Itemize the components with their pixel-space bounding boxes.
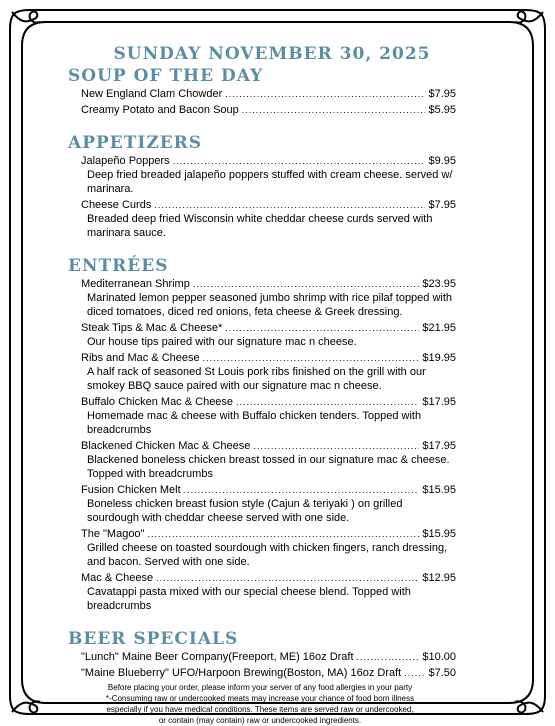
dot-leader (357, 650, 420, 664)
item-description: Marinated lemon pepper seasoned jumbo shrimp with rice pilaf topped with diced tomatoes, diced red onions, feta cheese & Greek dressing. (87, 292, 453, 318)
section-title: BEER SPECIALS (68, 629, 239, 649)
menu-item-row (81, 321, 456, 335)
item-name: Jalapeño Poppers (81, 155, 170, 167)
item-name: Fusion Chicken Melt (81, 484, 181, 496)
item-description: Boneless chicken breast fusion style (Cajun & teriyaki ) on grilled sourdough with cheddar cheese served with one side. (87, 498, 403, 524)
section-spacer (68, 242, 456, 256)
item-price: $17.95 (422, 440, 456, 452)
dot-leader (225, 87, 425, 101)
menu-item (81, 198, 456, 240)
item-name: The "Magoo" (81, 528, 145, 540)
menu-item (81, 666, 456, 680)
menu-item (81, 154, 456, 196)
item-price: $7.50 (428, 667, 456, 679)
item-name: Steak Tips & Mac & Cheese* (81, 322, 223, 334)
menu-item-row (81, 154, 456, 168)
item-price: $17.95 (422, 396, 456, 408)
menu-item (81, 527, 456, 569)
menu-item-row (81, 395, 456, 409)
item-price: $21.95 (422, 322, 456, 334)
menu-item-row (81, 198, 456, 212)
item-name: Cheese Curds (81, 199, 152, 211)
section-title: APPETIZERS (68, 133, 203, 153)
dot-leader (156, 571, 419, 585)
item-price: $9.95 (428, 155, 456, 167)
dot-leader (242, 103, 426, 117)
item-description: Breaded deep fried Wisconsin white cheddar cheese curds served with marinara sauce. (87, 213, 433, 239)
section-title: ENTRÉES (68, 256, 169, 276)
section-items (68, 87, 456, 117)
item-price: $10.00 (422, 651, 456, 663)
dot-leader (147, 527, 419, 541)
menu-item-row (81, 666, 456, 680)
menu-item-row (81, 277, 456, 291)
menu-item (81, 103, 456, 117)
item-name: Creamy Potato and Bacon Soup (81, 104, 239, 116)
item-price: $7.95 (428, 199, 456, 211)
menu-item-row (81, 439, 456, 453)
item-description: Homemade mac & cheese with Buffalo chicken tenders. Topped with breadcrumbs (87, 410, 422, 436)
footnote-line: or contain (may contain) raw or undercooked ingredients. (158, 716, 362, 725)
item-price: $15.95 (422, 528, 456, 540)
dot-leader (203, 351, 420, 365)
item-description: Deep fried breaded jalapeño poppers stuffed with cream cheese. served w/ marinara. (87, 169, 453, 195)
menu-item (81, 277, 456, 319)
item-price: $15.95 (422, 484, 456, 496)
menu-sections (68, 66, 456, 680)
menu-item-row (81, 103, 456, 117)
menu-section (68, 256, 456, 629)
menu-item-row (81, 87, 456, 101)
menu-section (68, 629, 456, 680)
footnote-line: *-Consuming raw or undercooked meats may increase your chance of food born illness (105, 694, 415, 703)
menu-item-row (81, 351, 456, 365)
menu-item (81, 351, 456, 393)
item-description: Our house tips paired with our signature mac n cheese. (87, 336, 357, 348)
menu-date-heading: SUNDAY NOVEMBER 30, 2025 (113, 44, 431, 64)
item-price: $5.95 (428, 104, 456, 116)
item-name: "Lunch" Maine Beer Company(Freeport, ME) 16oz Draft (81, 651, 354, 663)
item-name: Mac & Cheese (81, 572, 154, 584)
dot-leader (236, 395, 419, 409)
item-name: Ribs and Mac & Cheese (81, 352, 200, 364)
menu-item-row (81, 483, 456, 497)
item-description: Grilled cheese on toasted sourdough with chicken fingers, ranch dressing, and bacon. Served with one side. (87, 542, 448, 568)
section-spacer (68, 615, 456, 629)
item-price: $7.95 (428, 88, 456, 100)
section-title: SOUP OF THE DAY (68, 66, 264, 86)
dot-leader (253, 439, 419, 453)
item-description: A half rack of seasoned St Louis pork ribs finished on the grill with our smokey BBQ sauce paired with our signature mac n cheese. (87, 366, 426, 392)
item-name: Buffalo Chicken Mac & Cheese (81, 396, 234, 408)
menu-item (81, 395, 456, 437)
item-description: Cavatappi pasta mixed with our special cheese blend. Topped with breadcrumbs (87, 586, 411, 612)
item-price: $23.95 (422, 278, 456, 290)
menu-item-row (81, 571, 456, 585)
section-items (68, 650, 456, 680)
menu-item (81, 483, 456, 525)
menu-item (81, 439, 456, 481)
item-name: "Maine Blueberry" UFO/Harpoon Brewing(Boston, MA) 16oz Draft (81, 667, 402, 679)
menu-item (81, 87, 456, 101)
footnote-line: especially if you have medical conditions. These items are served raw or undercooked, (106, 705, 414, 714)
section-items (68, 154, 456, 240)
dot-leader (193, 277, 420, 291)
section-spacer (68, 119, 456, 133)
dot-leader (404, 666, 425, 680)
footnote-line: Before placing your order, please inform your server of any food allergies in your party (107, 683, 413, 692)
dot-leader (184, 483, 420, 497)
section-items (68, 277, 456, 613)
menu-item-row (81, 527, 456, 541)
menu-content (68, 44, 456, 726)
item-description: Blackened boneless chicken breast tossed in our signature mac & cheese. Topped with breadcrumbs (87, 454, 450, 480)
dot-leader (173, 154, 426, 168)
item-price: $12.95 (422, 572, 456, 584)
item-name: Blackened Chicken Mac & Cheese (81, 440, 251, 452)
menu-section (68, 66, 456, 133)
item-name: New England Clam Chowder (81, 88, 223, 100)
menu-item (81, 571, 456, 613)
menu-item (81, 321, 456, 349)
menu-item (81, 650, 456, 664)
dot-leader (154, 198, 425, 212)
dot-leader (225, 321, 419, 335)
menu-section (68, 133, 456, 256)
allergy-footnote (64, 682, 456, 726)
item-price: $19.95 (422, 352, 456, 364)
item-name: Mediterranean Shrimp (81, 278, 190, 290)
menu-item-row (81, 650, 456, 664)
